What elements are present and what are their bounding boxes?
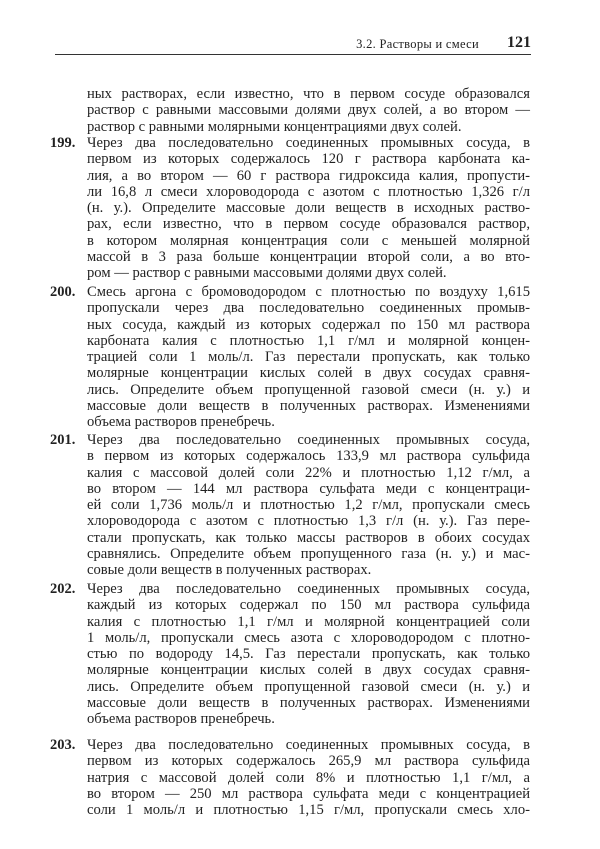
- text-line: во втором — 144 мл раствора сульфата меди с концентраци-: [87, 480, 530, 497]
- problem-203: [50, 737, 530, 819]
- text-line: сравнялись. Определите объем пропущенного газа (н. у.) и мас-: [87, 546, 530, 563]
- text-line: стью по водороду 14,5. Газ перестали пропускать, как только: [87, 646, 530, 663]
- text-line: Через два последовательно соединенных промывных сосуда,: [87, 581, 530, 597]
- text-line: карбоната калия с плотностью 1,1 г/мл и молярной концен-: [87, 332, 530, 349]
- text-line: первом из которых содержалось 265,9 мл раствора сульфида: [87, 753, 530, 770]
- text-line: ей соли 1,736 моль/л и плотностью 1,2 г/мл, пропускали смесь: [87, 497, 530, 514]
- text-line: молярные концентрации кислых солей в двух сосудах сравня-: [87, 365, 530, 382]
- text-line: в первом из которых содержалось 133,9 мл раствора сульфида: [87, 448, 530, 465]
- text-line: пропускали через два последовательно соединенных промыв-: [87, 300, 530, 317]
- section-title: 3.2. Растворы и смеси: [356, 37, 479, 51]
- text-line: в котором молярная концентрация соли с меньшей молярной: [87, 232, 530, 249]
- running-header: [55, 34, 531, 55]
- problem-number: 201.: [50, 432, 76, 448]
- text-line: (н. у.). Определите массовые доли веществ в исходных раство-: [87, 200, 530, 217]
- text-line: молярные концентрации кислых солей в двух сосудах сравня-: [87, 662, 530, 679]
- text-line: лись. Определите объем пропущенной газовой смеси (н. у.) и: [87, 678, 530, 695]
- problem-number: 202.: [50, 581, 76, 597]
- text-line: 1 моль/л, пропускали смесь азота с хлороводородом с плотно-: [87, 629, 530, 646]
- page-number: 121: [507, 34, 531, 51]
- problem-201: [50, 432, 530, 579]
- text-line: раствор с равными массовыми долями двух солей, а во втором —: [87, 102, 530, 119]
- text-line: стали пропускать, как только массы растворов в обоих сосудах: [87, 529, 530, 546]
- text-line: массовые доли веществ в полученных растворах. Изменениями: [87, 398, 530, 415]
- problem-number: 203.: [50, 737, 76, 753]
- problem-number: 200.: [50, 284, 76, 300]
- text-line: раствор с равными молярными концентрациями двух солей.: [87, 118, 462, 135]
- text-line: ных растворах, если известно, что в первом сосуде образовался: [87, 86, 530, 102]
- text-line: натрия с массовой долей соли 8% и плотностью 1,1 г/мл, а: [87, 769, 530, 786]
- text-line: каждый из которых содержал по 150 мл раствора сульфида: [87, 597, 530, 614]
- text-line: массой в 3 раза больше концентрации второй соли, а во вто-: [87, 249, 530, 266]
- problem-202: [50, 581, 530, 728]
- text-line: Смесь аргона с бромоводородом с плотностью по воздуху 1,615: [87, 284, 530, 300]
- text-line: Через два последовательно соединенных промывных сосуда,: [87, 432, 530, 448]
- text-line: рах, если известно, что в первом сосуде образовался раствор,: [87, 216, 530, 233]
- text-line: ли 16,8 л смеси хлороводорода с азотом с плотностью 1,326 г/л: [87, 183, 530, 200]
- text-line: во втором — 250 мл раствора сульфата меди с концентрацией: [87, 785, 530, 802]
- text-line: хлороводорода с азотом с плотностью 1,3 г/л (н. у.). Газ пере-: [87, 513, 530, 530]
- text-line: лия, а во втором — 60 г раствора гидроксида калия, пропусти-: [87, 167, 530, 184]
- text-line: массовые доли веществ в полученных растворах. Изменениями: [87, 695, 530, 712]
- text-line: объема растворов пренебречь.: [87, 711, 275, 728]
- text-line: объема растворов пренебречь.: [87, 414, 275, 431]
- text-line: ных сосуда, каждый из которых содержал по 150 мл раствора: [87, 316, 530, 333]
- text-line: калия с массовой долей соли 22% и плотностью 1,12 г/мл, а: [87, 464, 530, 481]
- text-line: калия с плотностью 1,1 г/мл и молярной концентрацией соли: [87, 613, 530, 630]
- text-line: ром — раствор с равными массовыми долями двух солей.: [87, 265, 447, 282]
- text-line: соли 1 моль/л и плотностью 1,15 г/мл, пропускали смесь хло-: [87, 802, 530, 819]
- text-line: Через два последовательно соединенных промывных сосуда, в: [87, 737, 530, 753]
- text-line: первом из которых содержалось 120 г раствора карбоната ка-: [87, 151, 530, 168]
- paragraph-continuation: [87, 86, 530, 135]
- problem-199: [50, 135, 530, 282]
- problem-number: 199.: [50, 135, 76, 151]
- text-line: совые доли веществ в полученных растворах.: [87, 562, 372, 579]
- text-line: лись. Определите объем пропущенной газовой смеси (н. у.) и: [87, 381, 530, 398]
- problem-200: [50, 284, 530, 431]
- text-line: трацией соли 1 моль/л. Газ перестали пропускать, как только: [87, 349, 530, 366]
- text-line: Через два последовательно соединенных промывных сосуда, в: [87, 135, 530, 151]
